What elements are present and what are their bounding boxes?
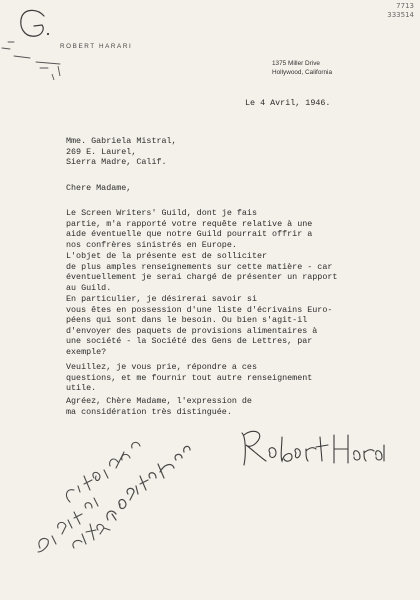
paragraph-line: En particulier, je désirerai savoir si	[66, 294, 257, 304]
paragraph-line: péens qui sont dans le besoin. Ou bien s'agit-il	[66, 315, 308, 326]
paragraph-line: questions, et me fournir tout autre renseignement	[66, 372, 313, 383]
recipient-line3: Sierra Madre, Calif.	[66, 157, 167, 168]
paragraph-line: aide éventuelle que notre Guild pourrait offrir a	[66, 229, 313, 240]
letterhead-name: ROBERT HARARI	[60, 43, 133, 50]
letterhead-address	[272, 59, 332, 77]
paragraph-line: au Guild.	[66, 282, 112, 293]
paragraph-line: Le Screen Writers' Guild, dont je fais	[66, 208, 257, 218]
paragraph-line: partie, m'a rapporté votre requête relative à une	[66, 218, 313, 229]
archive-reference	[387, 2, 414, 20]
paragraph-line: L'objet de la présente est de solliciter	[66, 251, 268, 261]
paragraph-line: ma considération très distinguée.	[66, 406, 232, 417]
paragraph-line: Veuillez, je vous prie, répondre a ces	[66, 362, 257, 372]
paragraph-line: Agréez, Chère Madame, l'expression de	[66, 396, 252, 406]
paragraph-line: nos confrères sinistrés en Europe.	[66, 239, 237, 250]
paragraph-line: d'envoyer des paquets de provisions alimentaires à	[66, 325, 318, 336]
recipient-line1: Mme. Gabriela Mistral,	[66, 136, 177, 146]
address-line2: Hollywood, California	[272, 69, 333, 76]
paragraph-line: une société - la Société des Gens de Lettres, par	[66, 336, 313, 347]
paragraph-line: de plus amples renseignements sur cette matière - car	[66, 261, 333, 272]
paragraph-line: utile.	[66, 383, 97, 394]
recipient-line2: 269 E. Laurel,	[66, 146, 137, 157]
paragraph-line: exemple?	[66, 346, 107, 357]
handwritten-signature	[236, 423, 386, 473]
paragraph-line: vous êtes en possession d'une liste d'écrivains Euro-	[66, 304, 333, 315]
paragraph-line: éventuellement je serai chargé de présenter un rapport	[66, 272, 338, 283]
salutation: Chere Madame,	[66, 183, 132, 193]
letter-date: Le 4 Avril, 1946.	[245, 98, 331, 108]
archive-ref-line2: 333514	[387, 11, 414, 19]
address-line1: 1375 Miller Drive	[272, 60, 320, 67]
archive-ref-line1: 7713	[396, 2, 414, 10]
